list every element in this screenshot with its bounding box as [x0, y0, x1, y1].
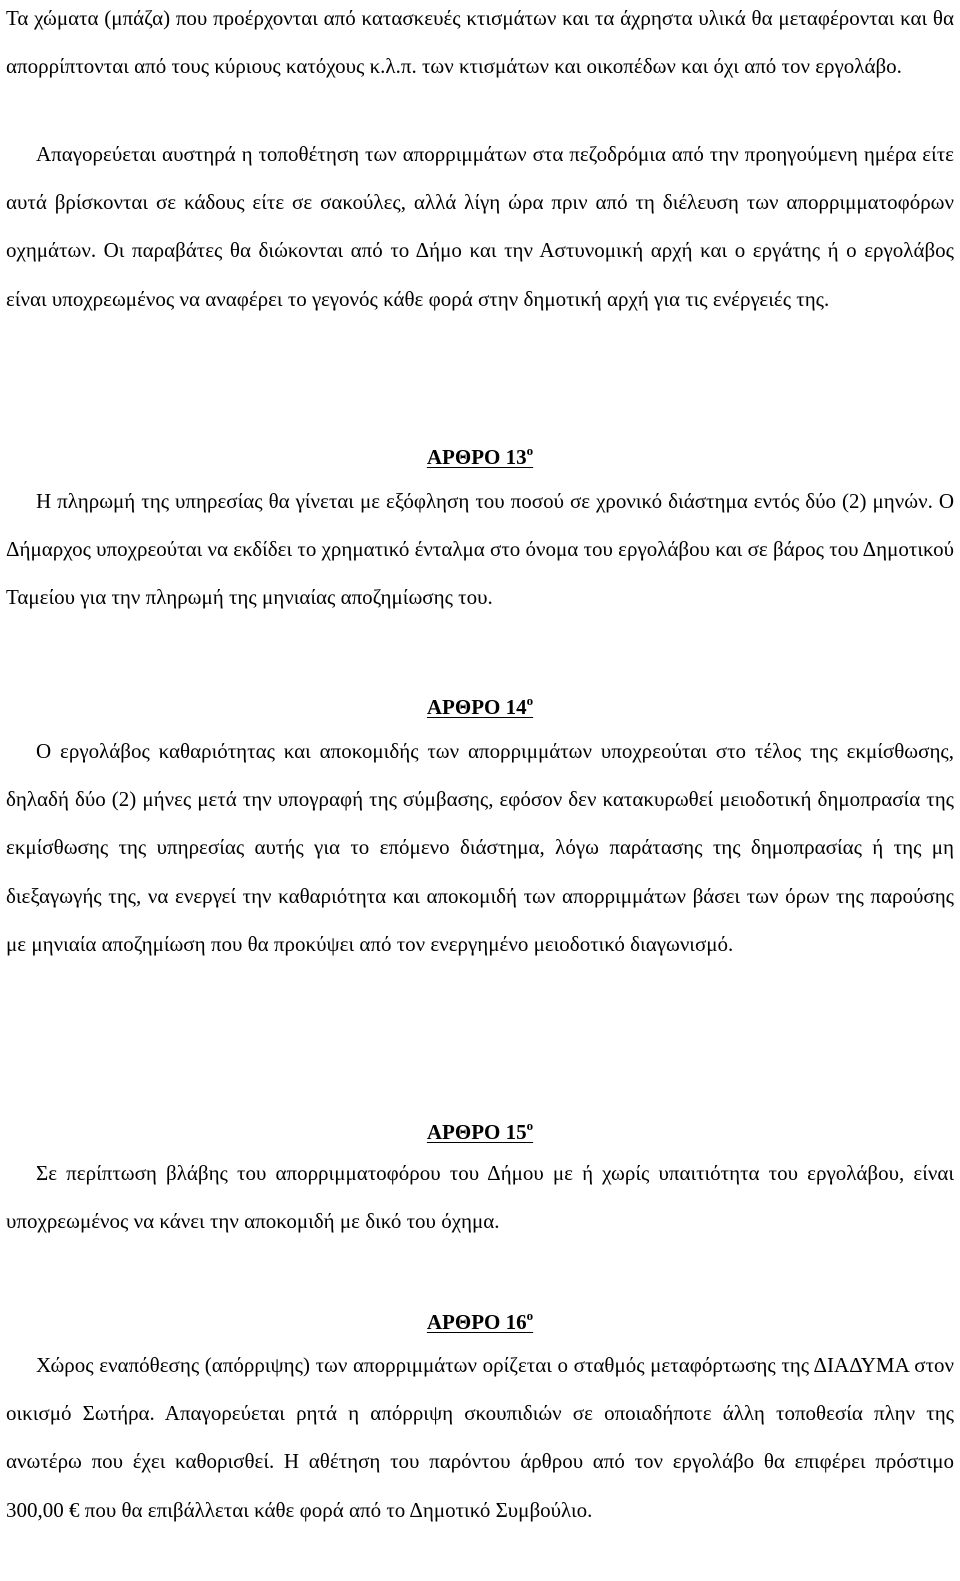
- paragraph-vehicle-failure: Σε περίπτωση βλάβης του απορριμματοφόρου του Δήμου με ή χωρίς υπαιτιότητα του εργολάβου, είναι υποχρεωμένος να κάνει την αποκομιδή με δικό του όχημα.: [6, 1161, 954, 1234]
- paragraph-disposal-site: Χώρος εναπόθεσης (απόρριψης) των απορριμμάτων ορίζεται ο σταθμός μεταφόρτωσης της ΔΙΑΔΥΜΑ στον οικισμό Σωτήρα. Απαγορεύεται ρητά η απόρριψη σκουπιδιών σε οποιαδήποτε άλλη τοποθεσία πλην της ανωτέρω που έχει καθορισθεί. Η αθέτηση του παρόντου άρθρου από τον εργολάβο θα επιφέρει πρόστιμο 300,00 € που θα επιβάλλεται κάθε φορά από το Δημοτικό Συμβούλιο.: [6, 1353, 954, 1522]
- heading-article-16-text: ΑΡΘΡΟ 16: [426, 1310, 527, 1334]
- heading-article-13-text: ΑΡΘΡΟ 13: [426, 445, 527, 469]
- heading-article-14-sup: ο: [526, 693, 534, 708]
- paragraph-contract-end: Ο εργολάβος καθαριότητας και αποκομιδής των απορριμμάτων υποχρεούται στο τέλος της εκμίσθωσης, δηλαδή δύο (2) μήνες μετά την υπογραφή της σύμβασης, εφόσον δεν κατακυρωθεί μειοδοτική δημοπρασία της εκμίσθωσης της υπηρεσίας αυτής για το επόμενο διάστημα, λόγω παράτασης της δημοπρασίας ή της μη διεξαγωγής της, να ενεργεί την καθαριότητα και αποκομιδή των απορριμμάτων βάσει των όρων της παρούσης με μηνιαία αποζημίωση που θα προκύψει από τον ενεργημένο μειοδοτικό διαγωνισμό.: [6, 739, 954, 956]
- heading-article-15-text: ΑΡΘΡΟ 15: [426, 1120, 527, 1144]
- heading-article-13: [6, 437, 954, 472]
- heading-article-13-sup: ο: [526, 443, 534, 458]
- heading-article-15: [6, 1112, 954, 1147]
- heading-article-16-sup: ο: [526, 1308, 534, 1323]
- heading-article-16: [6, 1302, 954, 1337]
- heading-article-14-text: ΑΡΘΡΟ 14: [426, 695, 527, 719]
- paragraph-payment: Η πληρωμή της υπηρεσίας θα γίνεται με εξόφληση του ποσού σε χρονικό διάστημα εντός δύο (2) μηνών. Ο Δήμαρχος υποχρεούται να εκδίδει το χρηματικό ένταλμα στο όνομα του εργολάβου και σε βάρος του Δημοτικού Ταμείου για την πληρωμή της μηνιαίας αποζημίωσης του.: [6, 489, 954, 610]
- heading-article-14: [6, 687, 954, 722]
- paragraph-sidewalk-prohibition: Απαγορεύεται αυστηρά η τοποθέτηση των απορριμμάτων στα πεζοδρόμια από την προηγούμενη ημέρα είτε αυτά βρίσκονται σε κάδους είτε σε σακούλες, αλλά λίγη ώρα πριν από τη διέλευση των απορριμματοφόρων οχημάτων. Οι παραβάτες θα διώκονται από το Δήμο και την Αστυνομική αρχή και ο εργάτης ή ο εργολάβος είναι υποχρεωμένος να αναφέρει το γεγονός κάθε φορά στην δημοτική αρχή για τις ενέργειές της.: [6, 142, 954, 311]
- paragraph-rubble-disposal: Τα χώματα (μπάζα) που προέρχονται από κατασκευές κτισμάτων και τα άχρηστα υλικά θα μεταφέρονται και θα απορρίπτονται από τους κύριους κατόχους κ.λ.π. των κτισμάτων και οικοπέδων και όχι από τον εργολάβο.: [6, 6, 954, 79]
- heading-article-15-sup: ο: [526, 1118, 534, 1133]
